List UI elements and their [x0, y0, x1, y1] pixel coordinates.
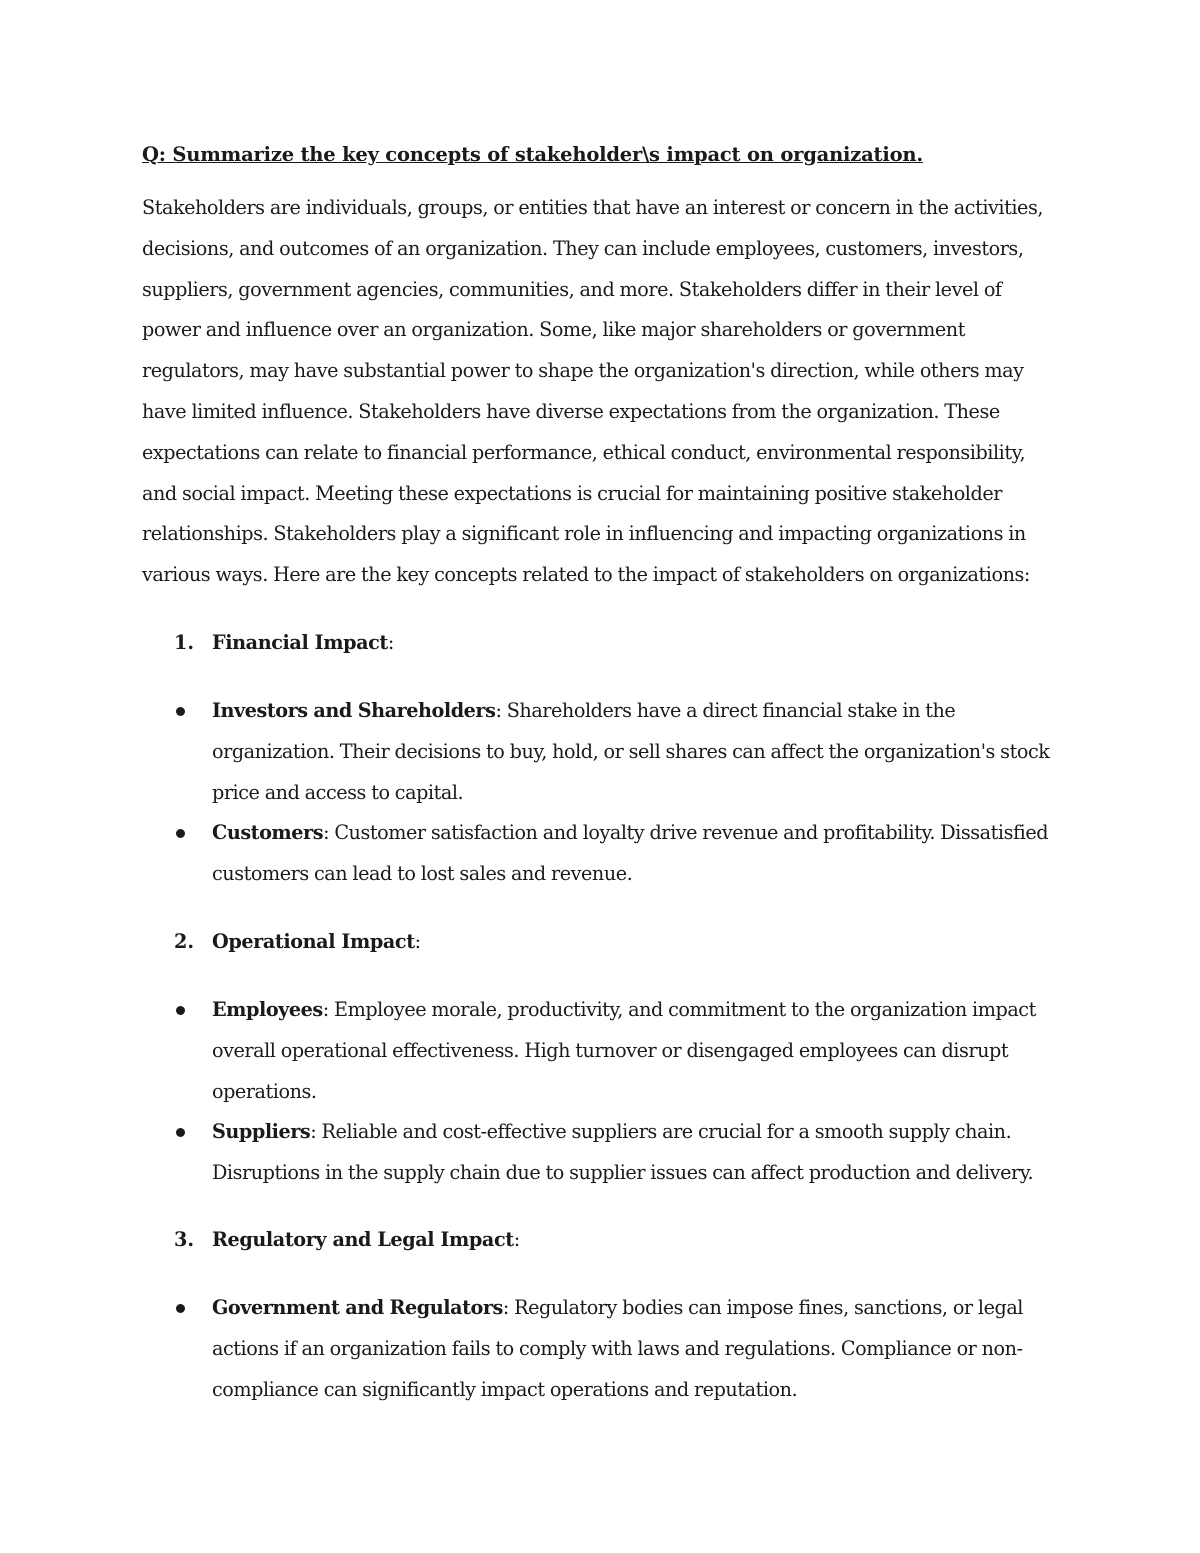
item-term: Employees	[212, 998, 323, 1021]
item-text: : Shareholders have a direct financial stake in the organization. Their decisions to buy, hold, or sell shares can affect the organization's stock price and access to capital.	[212, 699, 1050, 804]
item-text: : Employee morale, productivity, and commitment to the organization impact overall operational effectiveness. High turnover or disengaged employees can disrupt operations.	[212, 998, 1036, 1103]
section-number: 3.	[174, 1228, 195, 1251]
section-title: Financial Impact	[212, 631, 388, 654]
list-item	[142, 813, 1057, 895]
list-item	[142, 1112, 1057, 1194]
bullet-icon	[176, 1304, 185, 1313]
section-operational-impact	[142, 922, 1072, 1185]
list-item	[142, 990, 1057, 1112]
item-text: : Regulatory bodies can impose fines, sanctions, or legal actions if an organization fails to comply with laws and regulations. Compliance or non-compliance can significantly impact operations and reputation.	[212, 1296, 1023, 1401]
item-term: Customers	[212, 821, 324, 845]
section-title: Operational Impact	[212, 930, 415, 953]
bullet-list	[142, 990, 1072, 1194]
item-term: Government and Regulators	[212, 1296, 503, 1319]
bullet-icon	[176, 1128, 185, 1137]
item-text: : Reliable and cost-effective suppliers are crucial for a smooth supply chain. Disruptions in the supply chain due to supplier issues can affect production and delivery.	[212, 1120, 1034, 1185]
section-financial-impact	[142, 623, 1072, 886]
bullet-list	[142, 1288, 1072, 1410]
bullet-icon	[176, 829, 185, 838]
bullet-icon	[176, 707, 185, 716]
section-heading: 1. Financial Impact:	[142, 623, 1072, 664]
list-item	[142, 1288, 1057, 1410]
list-item	[142, 691, 1057, 813]
section-number: 1.	[174, 631, 195, 654]
intro-paragraph: Stakeholders are individuals, groups, or entities that have an interest or concern in the activities, decisions, and outcomes of an organization. They can include employees, customers, investors, suppliers, government agencies, communities, and more. Stakeholders differ in their level of power and influence over an organization. Some, like major shareholders or government regulators, may have substantial power to shape the organization's direction, while others may have limited influence. Stakeholders have diverse expectations from the organization. These expectations can relate to financial performance, ethical conduct, environmental responsibility, and social impact. Meeting these expectations is crucial for maintaining positive stakeholder relationships. Stakeholders play a significant role in influencing and impacting organizations in various ways. Here are the key concepts related to the impact of stakeholders on organizations:	[142, 196, 1043, 587]
section-regulatory-legal-impact	[142, 1220, 1072, 1401]
bullet-list	[142, 691, 1072, 895]
section-heading: 2. Operational Impact:	[142, 922, 1072, 963]
item-term: Investors and Shareholders	[212, 699, 496, 722]
item-text: : Customer satisfaction and loyalty drive revenue and profitability. Dissatisfied customers can lead to lost sales and revenue.	[212, 821, 1049, 886]
section-number: 2.	[174, 930, 195, 953]
bullet-icon	[176, 1006, 185, 1015]
section-title: Regulatory and Legal Impact	[212, 1228, 514, 1251]
question-heading: Q: Summarize the key concepts of stakeholder\s impact on organization.	[142, 143, 923, 166]
section-heading: 3. Regulatory and Legal Impact:	[142, 1220, 1072, 1261]
item-term: Suppliers	[212, 1120, 311, 1144]
